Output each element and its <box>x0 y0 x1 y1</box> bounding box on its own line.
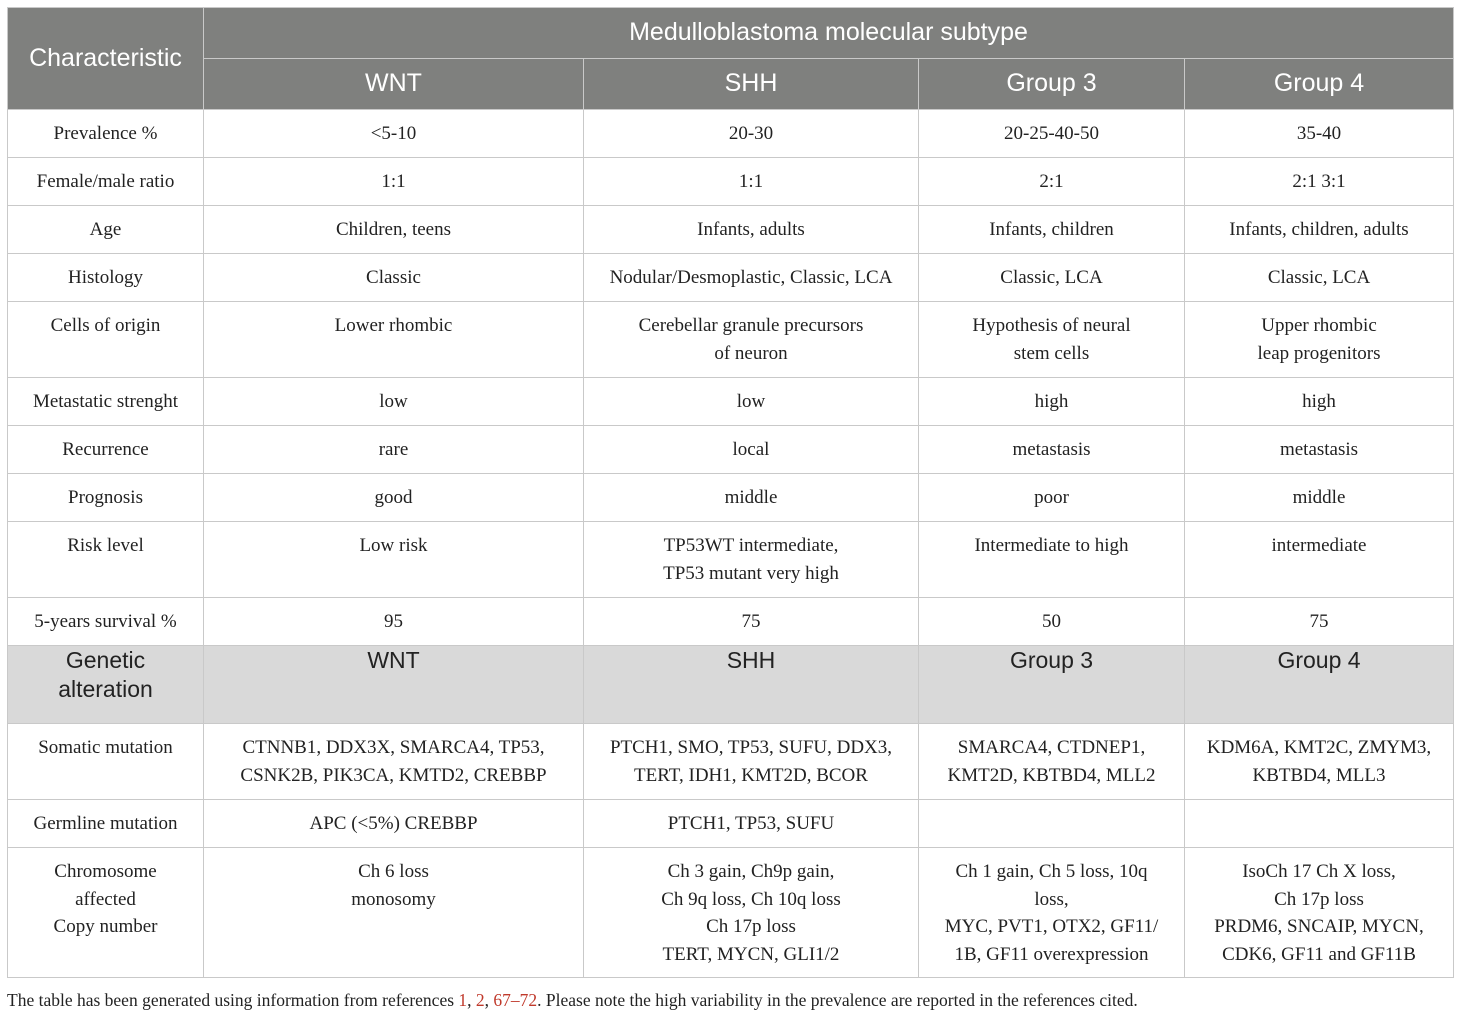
cell-group4 <box>1185 474 1454 522</box>
cell-line: Ch 1 gain, Ch 5 loss, 10q <box>955 861 1148 882</box>
cell-line: Ch 9q loss, Ch 10q loss <box>661 888 841 910</box>
cell-line: poor <box>1034 487 1069 508</box>
cell-line: 1:1 <box>738 171 764 192</box>
cell-line: KBTBD4, MLL3 <box>1252 764 1386 786</box>
table-row <box>8 206 1454 254</box>
row-label <box>8 598 204 646</box>
cell-line: PTCH1, TP53, SUFU <box>667 813 835 834</box>
cell-shh <box>584 254 919 302</box>
cell-group4 <box>1185 158 1454 206</box>
subtype-header-shh: SHH <box>584 59 919 110</box>
cell-line: Lower rhombic <box>334 315 453 336</box>
subtype-group-header: Medulloblastoma molecular subtype <box>204 8 1454 59</box>
cell-line: TP53WT intermediate, <box>663 535 839 556</box>
row-label-line: Somatic mutation <box>38 737 173 758</box>
cell-line: <5-10 <box>370 123 417 144</box>
cell-shh <box>584 302 919 378</box>
cell-line: local <box>732 439 770 460</box>
cell-group3 <box>919 158 1185 206</box>
table-row <box>8 426 1454 474</box>
row-label-line: Cells of origin <box>50 315 161 336</box>
cell-group3 <box>919 254 1185 302</box>
cell-wnt <box>204 158 584 206</box>
cell-line: rare <box>378 439 409 460</box>
footnote-separator: , <box>467 990 476 1010</box>
reference-link-67-72[interactable]: 67–72 <box>493 990 538 1010</box>
cell-line: 50 <box>1042 611 1061 632</box>
cell-line: Hypothesis of neural <box>972 315 1131 336</box>
cell-group4 <box>1185 254 1454 302</box>
cell-line: good <box>374 487 413 508</box>
cell-line: monosomy <box>351 888 436 910</box>
cell-group4 <box>1185 110 1454 158</box>
row-label <box>8 254 204 302</box>
row-label <box>8 206 204 254</box>
cell-wnt <box>204 110 584 158</box>
cell-wnt <box>204 598 584 646</box>
cell-group3 <box>919 426 1185 474</box>
genetic-header-line: Genetic <box>65 647 146 673</box>
cell-line: PTCH1, SMO, TP53, SUFU, DDX3, <box>609 737 893 758</box>
cell-group4 <box>1185 724 1454 800</box>
table-footnote <box>7 990 1453 1011</box>
characteristics-body <box>8 110 1454 646</box>
genetic-body <box>8 724 1454 978</box>
table-row <box>8 378 1454 426</box>
cell-shh <box>584 158 919 206</box>
row-label <box>8 302 204 378</box>
subtype-header-wnt: WNT <box>204 59 584 110</box>
cell-group4 <box>1185 378 1454 426</box>
cell-line: 20-25-40-50 <box>1004 123 1099 144</box>
cell-line: CSNK2B, PIK3CA, KMTD2, CREBBP <box>240 764 547 786</box>
cell-wnt <box>204 474 584 522</box>
row-label-line: Germline mutation <box>33 813 178 834</box>
cell-line: Ch 6 loss <box>358 861 429 882</box>
cell-line: Classic <box>366 267 421 288</box>
cell-group3 <box>919 378 1185 426</box>
cell-line: TP53 mutant very high <box>663 562 839 584</box>
cell-wnt <box>204 724 584 800</box>
row-label <box>8 378 204 426</box>
table-row <box>8 302 1454 378</box>
cell-line: 75 <box>741 611 761 632</box>
table-row <box>8 522 1454 598</box>
cell-group3 <box>919 302 1185 378</box>
cell-wnt <box>204 522 584 598</box>
cell-line: Low risk <box>359 535 428 556</box>
cell-line: Intermediate to high <box>974 535 1129 556</box>
genetic-alteration-header <box>8 646 204 724</box>
cell-shh <box>584 426 919 474</box>
row-label <box>8 110 204 158</box>
row-label-line: 5-years survival % <box>34 611 177 632</box>
cell-line: low <box>379 391 408 412</box>
reference-link-2[interactable]: 2 <box>475 990 485 1010</box>
footnote-prefix: The table has been generated using information from references <box>7 990 459 1010</box>
cell-line: of neuron <box>714 342 788 364</box>
row-label-line: Female/male ratio <box>36 171 175 192</box>
cell-group4 <box>1185 206 1454 254</box>
cell-line: stem cells <box>1013 342 1090 364</box>
table-row <box>8 848 1454 978</box>
medulloblastoma-table <box>7 7 1454 978</box>
cell-group3 <box>919 598 1185 646</box>
cell-line: CTNNB1, DDX3X, SMARCA4, TP53, <box>242 737 545 758</box>
cell-line: 2:1 <box>1039 171 1064 192</box>
cell-group3 <box>919 724 1185 800</box>
row-label <box>8 800 204 848</box>
cell-group4 <box>1185 302 1454 378</box>
cell-line: Infants, children, adults <box>1229 219 1409 240</box>
table-row <box>8 598 1454 646</box>
characteristic-header: Characteristic <box>8 8 204 110</box>
cell-line: 1B, GF11 overexpression <box>954 943 1149 965</box>
cell-line: high <box>1302 391 1336 412</box>
row-label-line: Risk level <box>67 535 144 556</box>
table-row <box>8 800 1454 848</box>
row-label-line: Prognosis <box>68 487 143 508</box>
cell-wnt <box>204 254 584 302</box>
cell-line: 35-40 <box>1296 123 1342 144</box>
row-label-line: Chromosome <box>54 861 157 882</box>
cell-shh <box>584 474 919 522</box>
row-label <box>8 724 204 800</box>
genetic-header-body <box>8 646 1454 724</box>
cell-group3 <box>919 522 1185 598</box>
cell-line: Ch 17p loss <box>706 916 796 937</box>
cell-line: KMT2D, KBTBD4, MLL2 <box>947 764 1156 786</box>
genetic-header-wnt: WNT <box>204 646 584 724</box>
row-label <box>8 848 204 978</box>
cell-shh <box>584 724 919 800</box>
table-row <box>8 110 1454 158</box>
cell-wnt <box>204 302 584 378</box>
cell-wnt <box>204 206 584 254</box>
row-label-line: Prevalence % <box>53 123 158 144</box>
cell-line: TERT, IDH1, KMT2D, BCOR <box>634 764 868 786</box>
genetic-header-group3: Group 3 <box>919 646 1185 724</box>
genetic-header-row <box>8 646 1454 724</box>
table-row <box>8 158 1454 206</box>
subtype-header-group3: Group 3 <box>919 59 1185 110</box>
cell-line: Ch 17p loss <box>1274 888 1364 910</box>
cell-shh <box>584 848 919 978</box>
cell-group4 <box>1185 800 1454 848</box>
cell-shh <box>584 522 919 598</box>
cell-line: TERT, MYCN, GLI1/2 <box>662 943 840 965</box>
cell-line: metastasis <box>1279 439 1359 460</box>
footnote-separator: , <box>484 990 494 1010</box>
cell-line: Nodular/Desmoplastic, Classic, LCA <box>609 267 893 288</box>
cell-line: middle <box>724 487 778 508</box>
cell-line: Classic, LCA <box>1000 267 1103 288</box>
cell-line: MYC, PVT1, OTX2, GF11/ <box>944 916 1159 937</box>
cell-wnt <box>204 800 584 848</box>
row-label-line: Histology <box>68 267 143 288</box>
cell-line: Infants, adults <box>697 219 805 240</box>
cell-line: Classic, LCA <box>1267 267 1371 288</box>
cell-shh <box>584 378 919 426</box>
row-label <box>8 158 204 206</box>
cell-line: PRDM6, SNCAIP, MYCN, <box>1214 916 1424 937</box>
cell-line: low <box>736 391 766 412</box>
row-label <box>8 426 204 474</box>
genetic-header-shh: SHH <box>584 646 919 724</box>
row-label-line: Age <box>89 219 122 240</box>
cell-line: 20-30 <box>728 123 774 144</box>
cell-line: 2:1 3:1 <box>1292 171 1346 192</box>
cell-group3 <box>919 110 1185 158</box>
cell-shh <box>584 598 919 646</box>
cell-line: Cerebellar granule precursors <box>638 315 864 336</box>
cell-wnt <box>204 848 584 978</box>
cell-group4 <box>1185 848 1454 978</box>
row-label <box>8 522 204 598</box>
table-row <box>8 474 1454 522</box>
cell-shh <box>584 110 919 158</box>
cell-line: SMARCA4, CTDNEP1, <box>957 737 1146 758</box>
cell-line: CDK6, GF11 and GF11B <box>1222 943 1416 965</box>
row-label-line: affected <box>75 888 136 910</box>
table-row <box>8 724 1454 800</box>
cell-line: Infants, children <box>989 219 1114 240</box>
cell-line: metastasis <box>1012 439 1091 460</box>
genetic-header-group4: Group 4 <box>1185 646 1454 724</box>
row-label-line: Copy number <box>53 916 158 937</box>
cell-line: high <box>1034 391 1069 412</box>
cell-shh <box>584 206 919 254</box>
cell-group3 <box>919 206 1185 254</box>
reference-link-1[interactable]: 1 <box>458 990 468 1010</box>
cell-line: IsoCh 17 Ch X loss, <box>1242 861 1396 882</box>
cell-line: loss, <box>1034 888 1069 910</box>
cell-group4 <box>1185 598 1454 646</box>
cell-group4 <box>1185 522 1454 598</box>
cell-wnt <box>204 378 584 426</box>
cell-group3 <box>919 800 1185 848</box>
cell-shh <box>584 800 919 848</box>
table-row <box>8 254 1454 302</box>
cell-group3 <box>919 474 1185 522</box>
footnote-suffix: . Please note the high variability in the prevalence are reported in the references cited. <box>537 990 1138 1010</box>
genetic-header-line: alteration <box>58 676 153 702</box>
cell-line: Children, teens <box>335 219 452 240</box>
cell-line: 75 <box>1309 611 1329 632</box>
cell-line: Ch 3 gain, Ch9p gain, <box>667 861 835 882</box>
cell-line: APC (<5%) CREBBP <box>309 813 478 834</box>
cell-group4 <box>1185 426 1454 474</box>
cell-line: intermediate <box>1271 535 1367 556</box>
row-label <box>8 474 204 522</box>
cell-line: Upper rhombic <box>1261 315 1377 336</box>
cell-line: 95 <box>384 611 403 632</box>
cell-line: leap progenitors <box>1257 342 1381 364</box>
row-label-line: Metastatic strenght <box>32 391 179 412</box>
cell-wnt <box>204 426 584 474</box>
cell-line: 1:1 <box>381 171 406 192</box>
subtype-header-group4: Group 4 <box>1185 59 1454 110</box>
cell-line: middle <box>1292 487 1346 508</box>
cell-group3 <box>919 848 1185 978</box>
row-label-line: Recurrence <box>62 439 149 460</box>
cell-line: KDM6A, KMT2C, ZMYM3, <box>1206 737 1432 758</box>
